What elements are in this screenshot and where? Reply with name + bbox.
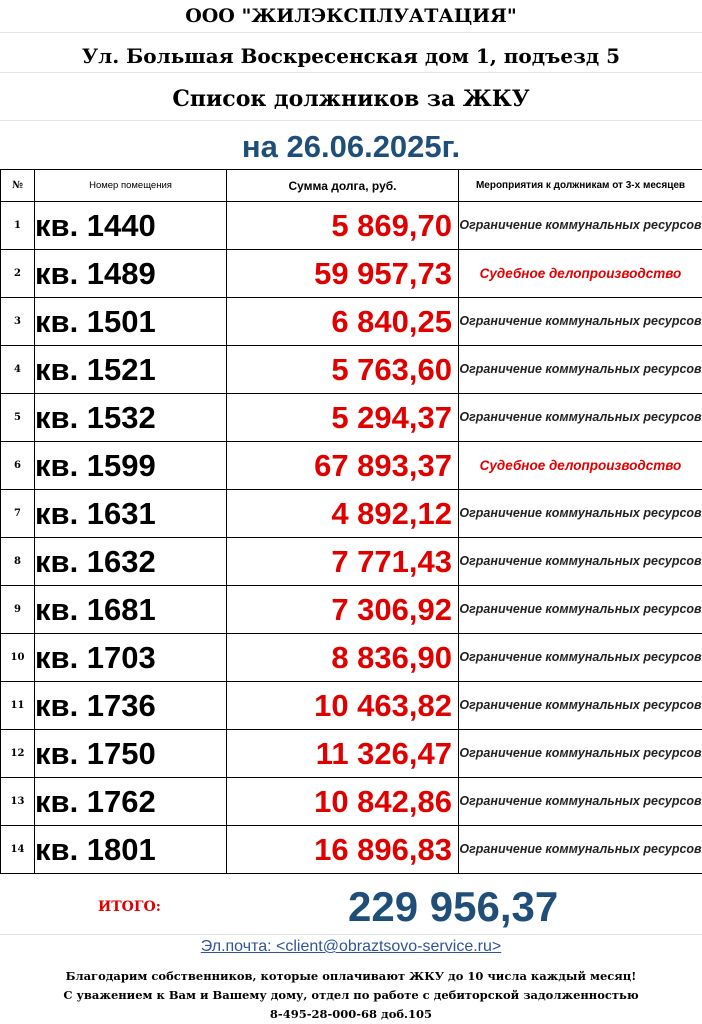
column-header-action: Мероприятия к должникам от 3-х месяцев [459,170,702,202]
debt-action: Ограничение коммунальных ресурсов [459,538,702,586]
row-number: 6 [1,442,35,490]
row-number: 13 [1,778,35,826]
debt-action: Ограничение коммунальных ресурсов [459,778,702,826]
row-number: 9 [1,586,35,634]
table-header-row [1,170,702,202]
debt-amount: 59 957,73 [227,250,459,298]
apartment-number: кв. 1762 [35,778,227,826]
debt-amount: 5 294,37 [227,394,459,442]
contact-phone: 8-495-28-000-68 доб.105 [269,1007,433,1021]
debt-action: Ограничение коммунальных ресурсов [459,490,702,538]
row-number: 3 [1,298,35,346]
table-row [1,682,702,730]
table-row [1,250,702,298]
table-body [1,202,702,874]
apartment-number: кв. 1736 [35,682,227,730]
row-number: 4 [1,346,35,394]
apartment-number: кв. 1599 [35,442,227,490]
debt-amount: 7 771,43 [227,538,459,586]
debt-amount: 11 326,47 [227,730,459,778]
apartment-number: кв. 1703 [35,634,227,682]
table-row [1,538,702,586]
debt-amount: 5 869,70 [227,202,459,250]
total-row [0,877,702,935]
apartment-number: кв. 1489 [35,250,227,298]
total-value: 229 956,37 [348,883,559,930]
apartment-number: кв. 1631 [35,490,227,538]
debt-action: Ограничение коммунальных ресурсов [459,730,702,778]
table-row [1,778,702,826]
table-row [1,586,702,634]
debt-amount: 7 306,92 [227,586,459,634]
debt-action: Ограничение коммунальных ресурсов [459,298,702,346]
apartment-number: кв. 1750 [35,730,227,778]
apartment-number: кв. 1521 [35,346,227,394]
row-number: 8 [1,538,35,586]
debt-action: Судебное делопроизводство [459,250,702,298]
debt-action: Ограничение коммунальных ресурсов [459,586,702,634]
row-number: 1 [1,202,35,250]
row-number: 2 [1,250,35,298]
column-header-room: Номер помещения [35,170,227,202]
column-header-num: № [1,170,35,202]
debt-amount: 10 463,82 [227,682,459,730]
apartment-number: кв. 1440 [35,202,227,250]
apartment-number: кв. 1801 [35,826,227,874]
debt-action: Ограничение коммунальных ресурсов [459,634,702,682]
debt-action: Ограничение коммунальных ресурсов [459,346,702,394]
company-name: ООО "ЖИЛЭКСПЛУАТАЦИЯ" [0,0,702,33]
debt-action: Ограничение коммунальных ресурсов [459,826,702,874]
debt-amount: 8 836,90 [227,634,459,682]
debt-action: Ограничение коммунальных ресурсов [459,682,702,730]
debtors-table [0,169,702,874]
contact-email-link[interactable]: Эл.почта: <client@obraztsovo-service.ru> [200,938,502,955]
apartment-number: кв. 1532 [35,394,227,442]
debt-action: Ограничение коммунальных ресурсов [459,394,702,442]
debt-amount: 6 840,25 [227,298,459,346]
debt-action: Судебное делопроизводство [459,442,702,490]
debt-amount: 10 842,86 [227,778,459,826]
row-number: 12 [1,730,35,778]
building-address: Ул. Большая Воскресенская дом 1, подъезд 5 [0,33,702,73]
apartment-number: кв. 1632 [35,538,227,586]
signature-text: С уважением к Вам и Вашему дому, отдел по работе с дебиторской задолженностью [63,988,639,1002]
table-row [1,826,702,874]
table-row [1,298,702,346]
document-title: Список должников за ЖКУ [0,73,702,121]
row-number: 11 [1,682,35,730]
table-row [1,730,702,778]
column-header-sum: Сумма долга, руб. [227,170,459,202]
table-row [1,490,702,538]
debt-amount: 16 896,83 [227,826,459,874]
debt-amount: 5 763,60 [227,346,459,394]
apartment-number: кв. 1681 [35,586,227,634]
table-row [1,394,702,442]
total-label: ИТОГО: [98,899,161,915]
debt-amount: 4 892,12 [227,490,459,538]
debt-amount: 67 893,37 [227,442,459,490]
row-number: 14 [1,826,35,874]
row-number: 7 [1,490,35,538]
row-number: 10 [1,634,35,682]
table-row [1,346,702,394]
table-row [1,202,702,250]
apartment-number: кв. 1501 [35,298,227,346]
table-row [1,634,702,682]
row-number: 5 [1,394,35,442]
debt-action: Ограничение коммунальных ресурсов [459,202,702,250]
table-row [1,442,702,490]
report-date: на 26.06.2025г. [241,129,461,164]
thanks-text: Благодарим собственников, которые оплачивают ЖКУ до 10 числа каждый месяц! [65,969,637,983]
